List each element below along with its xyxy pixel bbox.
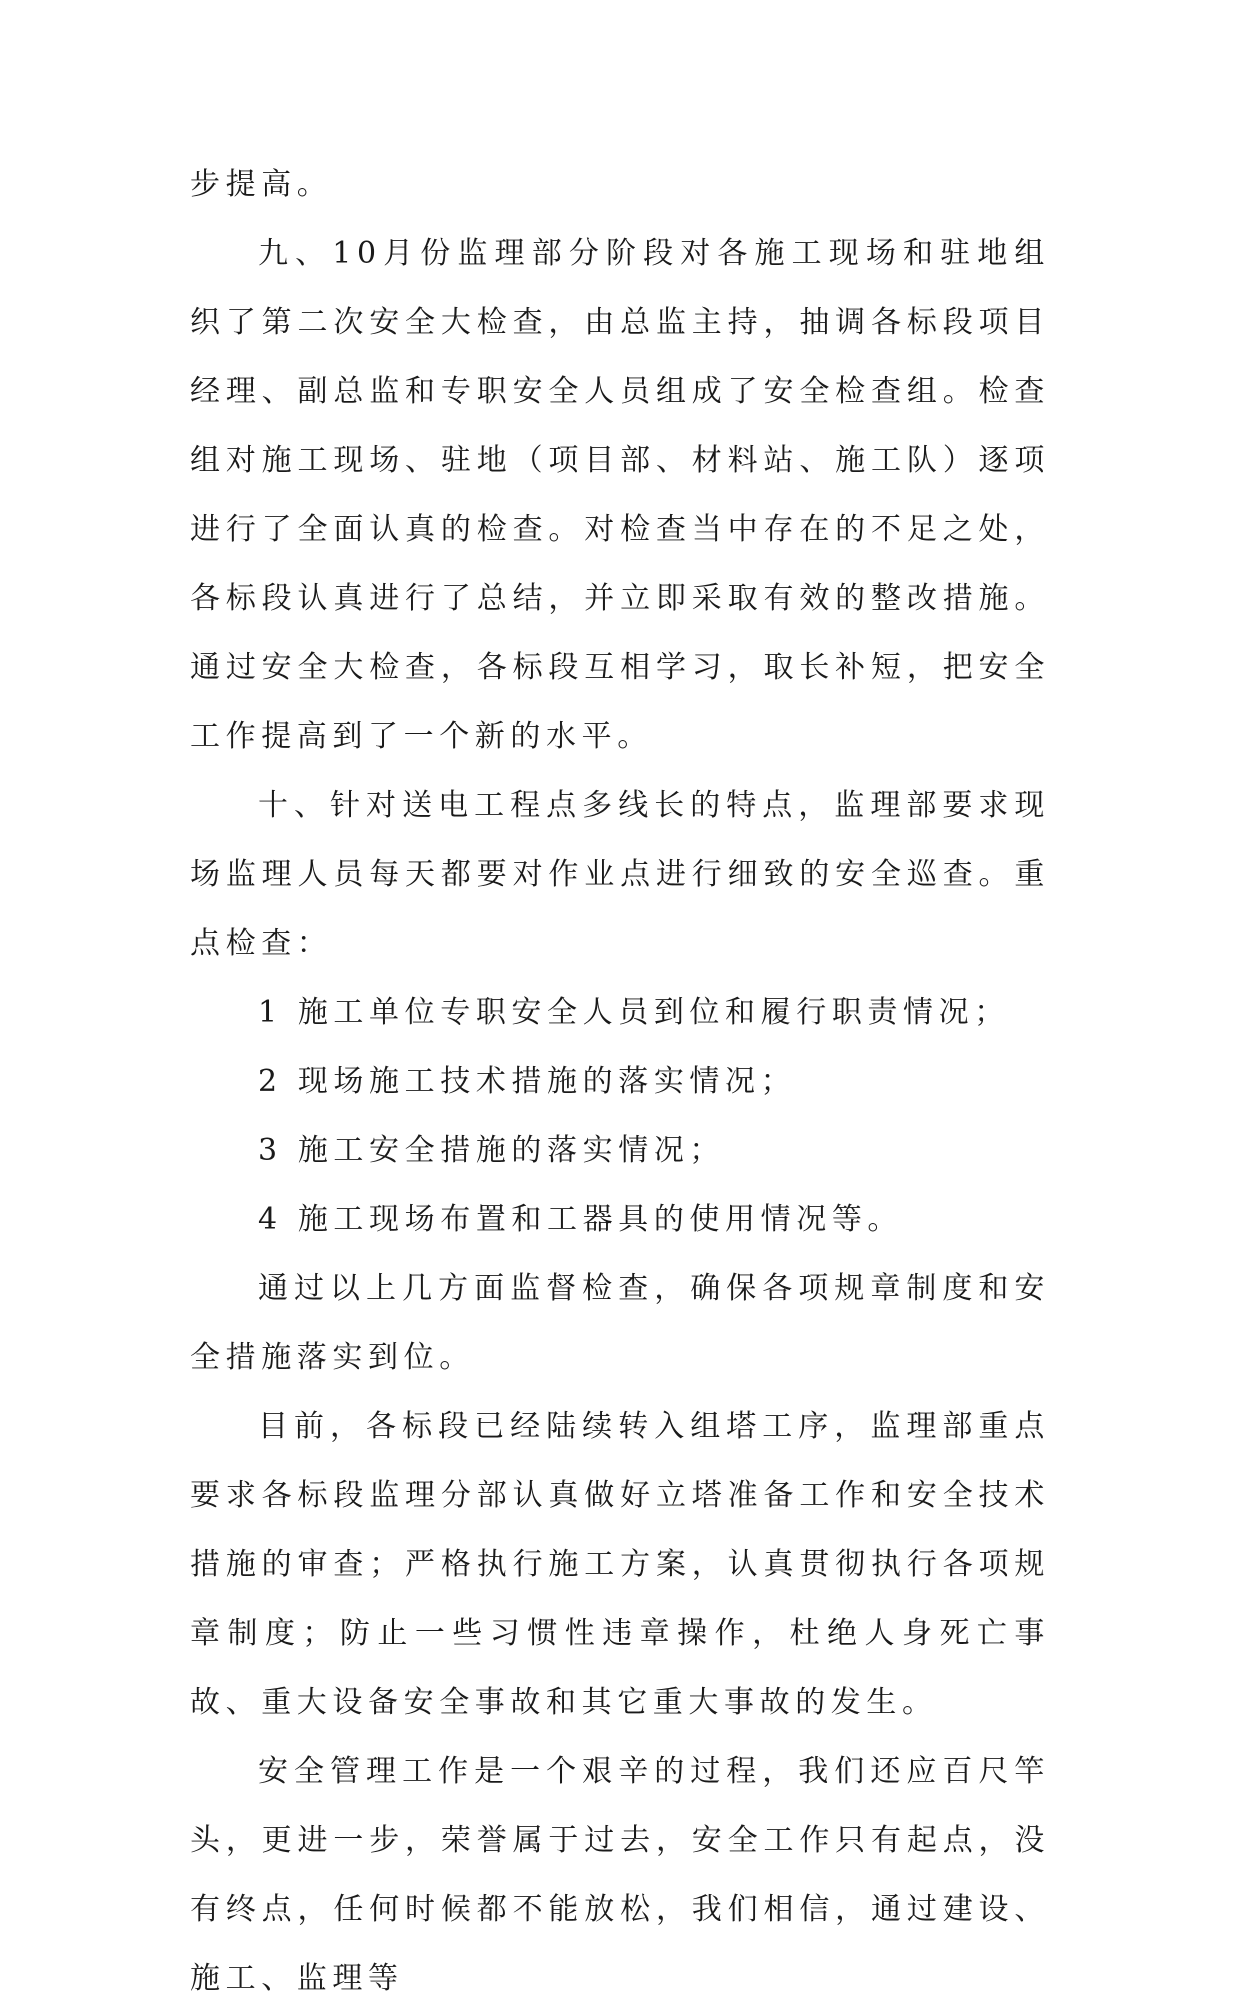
list-item-1: 1 施工单位专职安全人员到位和履行职责情况； <box>258 995 1010 1030</box>
document-page <box>190 150 1050 2013</box>
paragraph-continuation: 步提高。 <box>190 167 333 202</box>
paragraph-item-10: 十、针对送电工程点多线长的特点，监理部要求现场监理人员每天都要对作业点进行细致的安全巡查。重点检查： <box>190 788 1050 961</box>
paragraph-conclusion: 安全管理工作是一个艰辛的过程，我们还应百尺竿头，更进一步，荣誉属于过去，安全工作只有起点，没有终点，任何时候都不能放松，我们相信，通过建设、施工、监理等 <box>190 1754 1050 1996</box>
paragraph-current-status: 目前，各标段已经陆续转入组塔工序，监理部重点要求各标段监理分部认真做好立塔准备工作和安全技术措施的审查；严格执行施工方案，认真贯彻执行各项规章制度；防止一些习惯性违章操作，杜绝人身死亡事故、重大设备安全事故和其它重大事故的发生。 <box>190 1409 1050 1720</box>
list-item-3: 3 施工安全措施的落实情况； <box>258 1133 726 1168</box>
list-item-2: 2 现场施工技术措施的落实情况； <box>258 1064 797 1099</box>
list-item-4: 4 施工现场布置和工器具的使用情况等。 <box>258 1202 904 1237</box>
paragraph-summary: 通过以上几方面监督检查，确保各项规章制度和安全措施落实到位。 <box>190 1271 1050 1375</box>
paragraph-item-9: 九、10月份监理部分阶段对各施工现场和驻地组织了第二次安全大检查，由总监主持，抽调各标段项目经理、副总监和专职安全人员组成了安全检查组。检查组对施工现场、驻地（项目部、材料站、施工队）逐项进行了全面认真的检查。对检查当中存在的不足之处，各标段认真进行了总结，并立即采取有效的整改措施。通过安全大检查，各标段互相学习，取长补短，把安全工作提高到了一个新的水平。 <box>190 236 1050 754</box>
